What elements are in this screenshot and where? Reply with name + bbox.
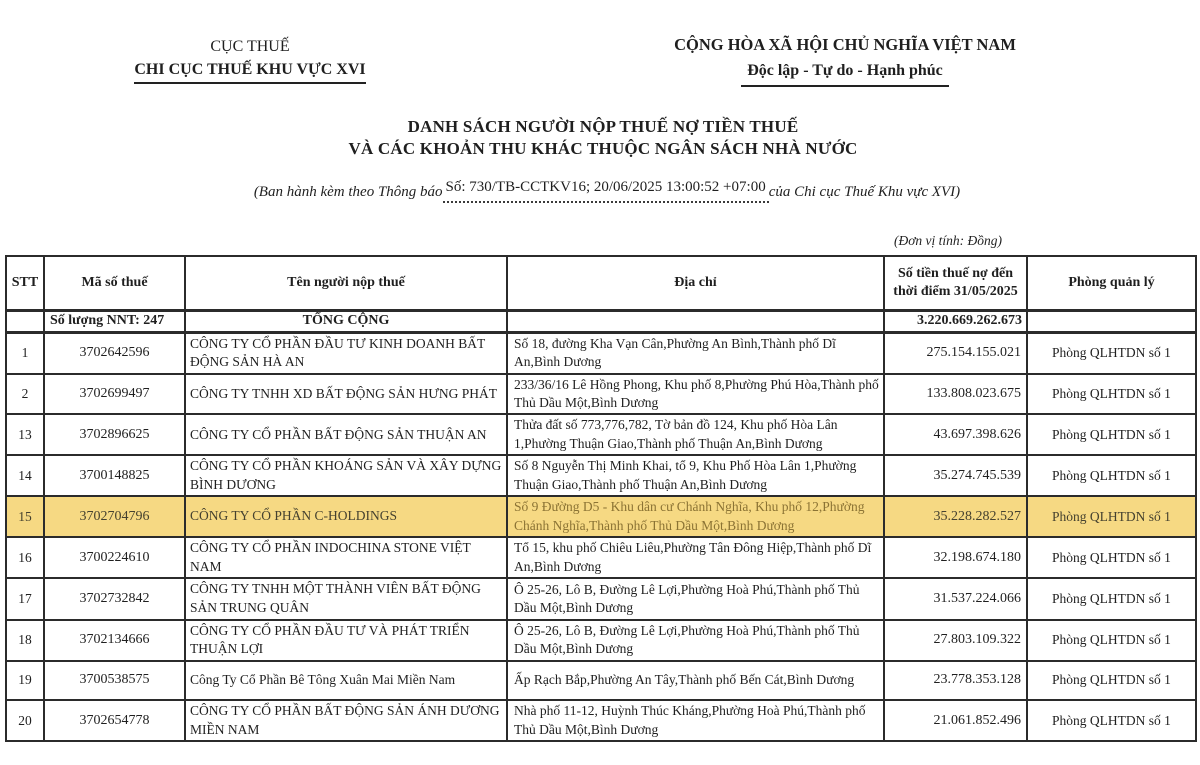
cell-address: Nhà phố 11-12, Huỳnh Thúc Kháng,Phường Hoà Phú,Thành phố Thủ Dầu Một,Bình Dương: [507, 700, 884, 741]
cell-taxpayer-name: CÔNG TY CỔ PHẦN INDOCHINA STONE VIỆT NAM: [185, 537, 507, 578]
col-header-managing-department: Phòng quản lý: [1027, 256, 1196, 310]
cell-tax-id: 3700538575: [44, 661, 185, 700]
summary-row: [6, 310, 1196, 332]
taxpayer-row: [6, 455, 1196, 496]
cell-address: Ấp Rạch Bắp,Phường An Tây,Thành phố Bến Cát,Bình Dương: [507, 661, 884, 700]
cell-stt: 1: [6, 332, 44, 374]
cell-stt: 2: [6, 374, 44, 415]
agency-name: CHI CỤC THUẾ KHU VỰC XVI: [134, 58, 365, 84]
cell-tax-id: 3702699497: [44, 374, 185, 415]
cell-address: Ô 25-26, Lô B, Đường Lê Lợi,Phường Hoà Phú,Thành phố Thủ Dầu Một,Bình Dương: [507, 578, 884, 619]
cell-managing-department: Phòng QLHTDN số 1: [1027, 455, 1196, 496]
cell-tax-id: 3702732842: [44, 578, 185, 619]
taxpayer-row: [6, 700, 1196, 741]
cell-stt: 19: [6, 661, 44, 700]
cell-tax-id: 3702654778: [44, 700, 185, 741]
summary-empty-dept: [1027, 310, 1196, 332]
cell-taxpayer-name: Công Ty Cổ Phần Bê Tông Xuân Mai Miền Nam: [185, 661, 507, 700]
issuance-note: [0, 179, 1200, 203]
total-label: TỔNG CỘNG: [185, 310, 507, 332]
cell-stt: 14: [6, 455, 44, 496]
taxpayer-row: [6, 661, 1196, 700]
cell-stt: 20: [6, 700, 44, 741]
cell-managing-department: Phòng QLHTDN số 1: [1027, 620, 1196, 661]
cell-managing-department: Phòng QLHTDN số 1: [1027, 496, 1196, 537]
cell-managing-department: Phòng QLHTDN số 1: [1027, 332, 1196, 374]
cell-managing-department: Phòng QLHTDN số 1: [1027, 661, 1196, 700]
col-header-tax-id: Mã số thuế: [44, 256, 185, 310]
taxpayer-row: [6, 620, 1196, 661]
cell-stt: 18: [6, 620, 44, 661]
taxpayer-row: [6, 374, 1196, 415]
issuance-prefix: (Ban hành kèm theo Thông báo: [253, 184, 443, 200]
cell-debt-amount: 35.228.282.527: [884, 496, 1027, 537]
cell-stt: 17: [6, 578, 44, 619]
col-header-address: Địa chỉ: [507, 256, 884, 310]
cell-tax-id: 3700148825: [44, 455, 185, 496]
col-header-taxpayer-name: Tên người nộp thuế: [185, 256, 507, 310]
country-title: CỘNG HÒA XÃ HỘI CHỦ NGHĨA VIỆT NAM: [674, 35, 1016, 54]
agency-parent-name: CỤC THUẾ: [210, 38, 290, 55]
taxpayer-row: [6, 496, 1196, 537]
cell-address: 233/36/16 Lê Hồng Phong, Khu phố 8,Phường Phú Hòa,Thành phố Thủ Dầu Một,Bình Dương: [507, 374, 884, 415]
cell-managing-department: Phòng QLHTDN số 1: [1027, 374, 1196, 415]
table-header-row: [6, 256, 1196, 310]
cell-managing-department: Phòng QLHTDN số 1: [1027, 578, 1196, 619]
cell-taxpayer-name: CÔNG TY TNHH XD BẤT ĐỘNG SẢN HƯNG PHÁT: [185, 374, 507, 415]
taxpayer-row: [6, 537, 1196, 578]
cell-debt-amount: 31.537.224.066: [884, 578, 1027, 619]
cell-managing-department: Phòng QLHTDN số 1: [1027, 700, 1196, 741]
cell-tax-id: 3702704796: [44, 496, 185, 537]
cell-address: Số 18, đường Kha Vạn Cân,Phường An Bình,Thành phố Dĩ An,Bình Dương: [507, 332, 884, 374]
cell-taxpayer-name: CÔNG TY TNHH MỘT THÀNH VIÊN BẤT ĐỘNG SẢN TRUNG QUÂN: [185, 578, 507, 619]
taxpayer-row: [6, 414, 1196, 455]
document-title: [0, 116, 1200, 161]
cell-address: Số 9 Đường D5 - Khu dân cư Chánh Nghĩa, Khu phố 12,Phường Chánh Nghĩa,Thành phố Thủ Dầu Một,Bình Dương: [507, 496, 884, 537]
summary-empty-stt: [6, 310, 44, 332]
cell-debt-amount: 32.198.674.180: [884, 537, 1027, 578]
cell-taxpayer-name: CÔNG TY CỔ PHẦN BẤT ĐỘNG SẢN ÁNH DƯƠNG MIỀN NAM: [185, 700, 507, 741]
cell-tax-id: 3700224610: [44, 537, 185, 578]
notice-serial-number: Số: 730/TB-CCTKV16; 20/06/2025 13:00:52 +07:00: [443, 184, 769, 203]
col-header-stt: STT: [6, 256, 44, 310]
document-title-line1: DANH SÁCH NGƯỜI NỘP THUẾ NỢ TIỀN THUẾ: [407, 117, 799, 136]
cell-taxpayer-name: CÔNG TY CỔ PHẦN C-HOLDINGS: [185, 496, 507, 537]
issuance-suffix: của Chi cục Thuế Khu vực XVI): [768, 184, 961, 200]
cell-address: Số 8 Nguyễn Thị Minh Khai, tổ 9, Khu Phố Hòa Lân 1,Phường Thuận Giao,Thành phố Thuận An,Bình Dương: [507, 455, 884, 496]
taxpayer-count: Số lượng NNT: 247: [44, 310, 185, 332]
cell-debt-amount: 27.803.109.322: [884, 620, 1027, 661]
cell-debt-amount: 133.808.023.675: [884, 374, 1027, 415]
cell-debt-amount: 23.778.353.128: [884, 661, 1027, 700]
cell-managing-department: Phòng QLHTDN số 1: [1027, 537, 1196, 578]
total-amount: 3.220.669.262.673: [884, 310, 1027, 332]
cell-taxpayer-name: CÔNG TY CỔ PHẦN ĐẦU TƯ KINH DOANH BẤT ĐỘNG SẢN HÀ AN: [185, 332, 507, 374]
cell-address: Tổ 15, khu phố Chiêu Liêu,Phường Tân Đông Hiệp,Thành phố Dĩ An,Bình Dương: [507, 537, 884, 578]
taxpayer-row: [6, 578, 1196, 619]
motto-line: Độc lập - Tự do - Hạnh phúc: [741, 59, 949, 87]
cell-stt: 16: [6, 537, 44, 578]
cell-taxpayer-name: CÔNG TY CỔ PHẦN KHOÁNG SẢN VÀ XÂY DỰNG BÌNH DƯƠNG: [185, 455, 507, 496]
taxpayer-row: [6, 332, 1196, 374]
cell-tax-id: 3702642596: [44, 332, 185, 374]
col-header-debt-amount: Số tiền thuế nợ đến thời điểm 31/05/2025: [884, 256, 1027, 310]
cell-address: Ô 25-26, Lô B, Đường Lê Lợi,Phường Hoà Phú,Thành phố Thủ Dầu Một,Bình Dương: [507, 620, 884, 661]
document-title-line2: VÀ CÁC KHOẢN THU KHÁC THUỘC NGÂN SÁCH NHÀ NƯỚC: [348, 139, 858, 159]
issuing-agency-block: [120, 35, 380, 84]
cell-taxpayer-name: CÔNG TY CỔ PHẦN BẤT ĐỘNG SẢN THUẬN AN: [185, 414, 507, 455]
cell-stt: 15: [6, 496, 44, 537]
cell-debt-amount: 21.061.852.496: [884, 700, 1027, 741]
cell-debt-amount: 275.154.155.021: [884, 332, 1027, 374]
cell-tax-id: 3702134666: [44, 620, 185, 661]
national-motto-block: [655, 33, 1035, 87]
cell-taxpayer-name: CÔNG TY CỔ PHẦN ĐẦU TƯ VÀ PHÁT TRIỂN THUẬN LỢI: [185, 620, 507, 661]
cell-stt: 13: [6, 414, 44, 455]
cell-debt-amount: 43.697.398.626: [884, 414, 1027, 455]
cell-address: Thửa đất số 773,776,782, Tờ bản đồ 124, Khu phố Hòa Lân 1,Phường Thuận Giao,Thành phố Thuận An,Bình Dương: [507, 414, 884, 455]
cell-debt-amount: 35.274.745.539: [884, 455, 1027, 496]
cell-tax-id: 3702896625: [44, 414, 185, 455]
cell-managing-department: Phòng QLHTDN số 1: [1027, 414, 1196, 455]
summary-empty-address: [507, 310, 884, 332]
currency-unit-note: (Đơn vị tính: Đồng): [893, 233, 1003, 248]
tax-debt-table: [5, 255, 1197, 742]
